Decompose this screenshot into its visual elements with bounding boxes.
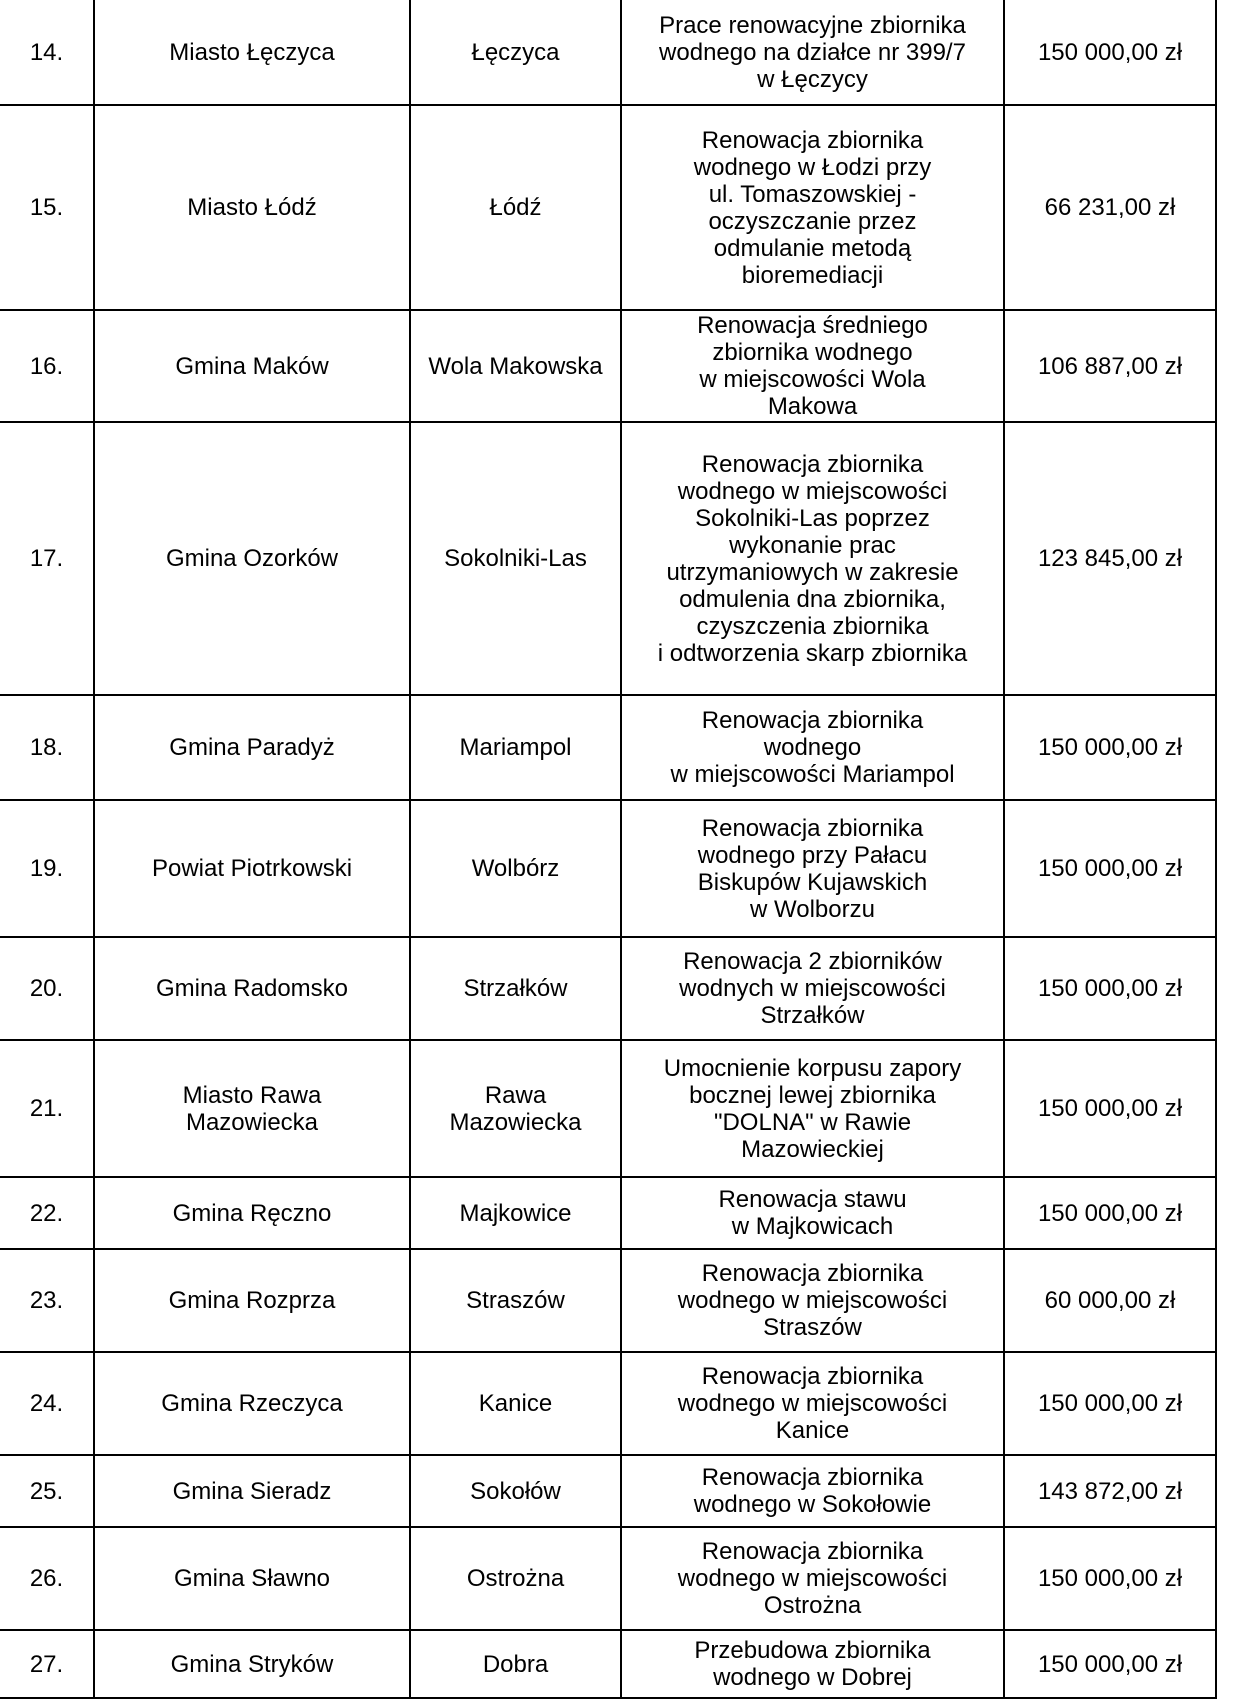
task-description: Umocnienie korpusu zapory bocznej lewej zbiornika "DOLNA" w Rawie Mazowieckiej bbox=[621, 1040, 1004, 1177]
beneficiary: Powiat Piotrkowski bbox=[94, 800, 410, 937]
amount: 106 887,00 zł bbox=[1004, 310, 1216, 422]
locality: Łęczyca bbox=[410, 0, 621, 105]
task-description: Przebudowa zbiornika wodnego w Dobrej bbox=[621, 1630, 1004, 1698]
beneficiary: Gmina Sławno bbox=[94, 1527, 410, 1630]
amount: 150 000,00 zł bbox=[1004, 695, 1216, 800]
row-number: 18. bbox=[0, 695, 94, 800]
row-number: 26. bbox=[0, 1527, 94, 1630]
table-row bbox=[0, 695, 1216, 800]
locality: Wola Makowska bbox=[410, 310, 621, 422]
beneficiary: Gmina Radomsko bbox=[94, 937, 410, 1040]
row-number: 24. bbox=[0, 1352, 94, 1455]
row-number: 14. bbox=[0, 0, 94, 105]
locality: Straszów bbox=[410, 1249, 621, 1352]
table-row bbox=[0, 1177, 1216, 1249]
table-row bbox=[0, 422, 1216, 695]
locality: Ostrożna bbox=[410, 1527, 621, 1630]
row-number: 22. bbox=[0, 1177, 94, 1249]
row-number: 15. bbox=[0, 105, 94, 310]
locality: Kanice bbox=[410, 1352, 621, 1455]
task-description: Renowacja zbiornika wodnego w miejscowości Ostrożna bbox=[621, 1527, 1004, 1630]
task-description: Renowacja stawu w Majkowicach bbox=[621, 1177, 1004, 1249]
table-row bbox=[0, 310, 1216, 422]
locality: Rawa Mazowiecka bbox=[410, 1040, 621, 1177]
row-number: 20. bbox=[0, 937, 94, 1040]
beneficiary: Gmina Stryków bbox=[94, 1630, 410, 1698]
beneficiary: Miasto Łęczyca bbox=[94, 0, 410, 105]
amount: 150 000,00 zł bbox=[1004, 0, 1216, 105]
row-number: 27. bbox=[0, 1630, 94, 1698]
amount: 150 000,00 zł bbox=[1004, 1352, 1216, 1455]
beneficiary: Miasto Rawa Mazowiecka bbox=[94, 1040, 410, 1177]
table-row bbox=[0, 1040, 1216, 1177]
row-number: 16. bbox=[0, 310, 94, 422]
locality: Łódź bbox=[410, 105, 621, 310]
beneficiary: Gmina Ozorków bbox=[94, 422, 410, 695]
table-row bbox=[0, 1352, 1216, 1455]
amount: 150 000,00 zł bbox=[1004, 1630, 1216, 1698]
beneficiary: Gmina Sieradz bbox=[94, 1455, 410, 1527]
beneficiary: Gmina Ręczno bbox=[94, 1177, 410, 1249]
amount: 150 000,00 zł bbox=[1004, 1040, 1216, 1177]
table-row bbox=[0, 105, 1216, 310]
locality: Sokołów bbox=[410, 1455, 621, 1527]
locality: Strzałków bbox=[410, 937, 621, 1040]
amount: 66 231,00 zł bbox=[1004, 105, 1216, 310]
task-description: Renowacja zbiornika wodnego w miejscowości Sokolniki-Las poprzez wykonanie prac utrzymaniowych w zakresie odmulenia dna zbiornika, czyszczenia zbiornika i odtworzenia skarp zbiornika bbox=[621, 422, 1004, 695]
amount: 150 000,00 zł bbox=[1004, 1527, 1216, 1630]
amount: 60 000,00 zł bbox=[1004, 1249, 1216, 1352]
table-row bbox=[0, 800, 1216, 937]
amount: 123 845,00 zł bbox=[1004, 422, 1216, 695]
row-number: 25. bbox=[0, 1455, 94, 1527]
row-number: 19. bbox=[0, 800, 94, 937]
locality: Sokolniki-Las bbox=[410, 422, 621, 695]
amount: 143 872,00 zł bbox=[1004, 1455, 1216, 1527]
task-description: Renowacja średniego zbiornika wodnego w miejscowości Wola Makowa bbox=[621, 310, 1004, 422]
table-row bbox=[0, 1249, 1216, 1352]
locality: Majkowice bbox=[410, 1177, 621, 1249]
row-number: 23. bbox=[0, 1249, 94, 1352]
beneficiary: Gmina Rzeczyca bbox=[94, 1352, 410, 1455]
task-description: Renowacja zbiornika wodnego przy Pałacu Biskupów Kujawskich w Wolborzu bbox=[621, 800, 1004, 937]
amount: 150 000,00 zł bbox=[1004, 937, 1216, 1040]
amount: 150 000,00 zł bbox=[1004, 800, 1216, 937]
task-description: Renowacja 2 zbiorników wodnych w miejscowości Strzałków bbox=[621, 937, 1004, 1040]
locality: Mariampol bbox=[410, 695, 621, 800]
task-description: Renowacja zbiornika wodnego w Łodzi przy ul. Tomaszowskiej - oczyszczanie przez odmulanie metodą bioremediacji bbox=[621, 105, 1004, 310]
locality: Wolbórz bbox=[410, 800, 621, 937]
locality: Dobra bbox=[410, 1630, 621, 1698]
task-description: Prace renowacyjne zbiornika wodnego na działce nr 399/7 w Łęczycy bbox=[621, 0, 1004, 105]
beneficiary: Miasto Łódź bbox=[94, 105, 410, 310]
table-row bbox=[0, 1455, 1216, 1527]
amount: 150 000,00 zł bbox=[1004, 1177, 1216, 1249]
task-description: Renowacja zbiornika wodnego w miejscowości Kanice bbox=[621, 1352, 1004, 1455]
table-row bbox=[0, 937, 1216, 1040]
task-description: Renowacja zbiornika wodnego w miejscowości Mariampol bbox=[621, 695, 1004, 800]
row-number: 21. bbox=[0, 1040, 94, 1177]
row-number: 17. bbox=[0, 422, 94, 695]
table-row bbox=[0, 1630, 1216, 1698]
beneficiary: Gmina Maków bbox=[94, 310, 410, 422]
beneficiary: Gmina Paradyż bbox=[94, 695, 410, 800]
table-row bbox=[0, 1527, 1216, 1630]
table-row bbox=[0, 0, 1216, 105]
beneficiary: Gmina Rozprza bbox=[94, 1249, 410, 1352]
task-description: Renowacja zbiornika wodnego w Sokołowie bbox=[621, 1455, 1004, 1527]
task-description: Renowacja zbiornika wodnego w miejscowości Straszów bbox=[621, 1249, 1004, 1352]
